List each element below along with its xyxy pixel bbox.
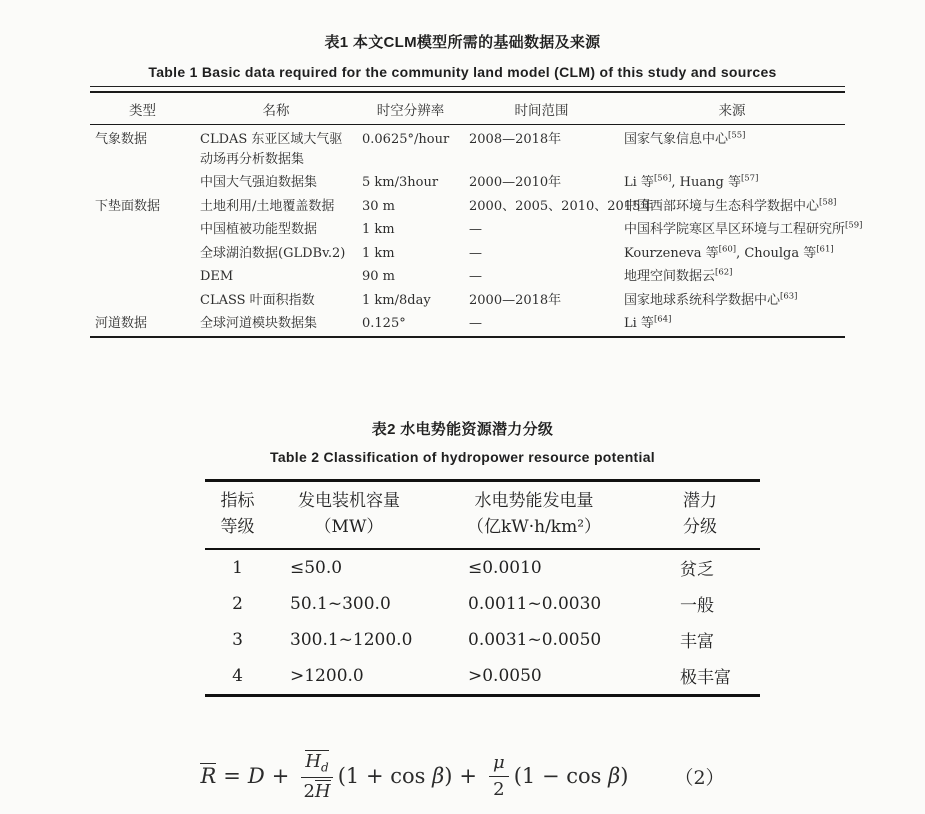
source-cell: 国家地球系统科学数据中心[63] xyxy=(624,291,798,308)
citation-ref: [63] xyxy=(780,291,798,302)
table1-body xyxy=(90,125,863,337)
source-cell: Li 等[56], Huang 等[57] xyxy=(624,173,759,190)
source-cell: 中国西部环境与生态科学数据中心[58] xyxy=(624,197,837,214)
table-row: CLASS 叶面积指数 1 km/8day 2000—2018年 国家地球系统科学数据中心[63] xyxy=(90,289,845,313)
table-row: DEM 90 m — 地理空间数据云[62] xyxy=(90,265,845,289)
source-cell: 地理空间数据云[62] xyxy=(624,267,733,284)
table1-column-header: 来源 xyxy=(619,92,845,125)
citation-ref: [57] xyxy=(740,173,759,184)
equation-number: （2） xyxy=(674,766,725,789)
table1-grid xyxy=(90,91,863,338)
table1-column-header: 时间范围 xyxy=(464,92,619,125)
table-row: 1 ≤50.0 ≤0.0010 贫乏 xyxy=(232,557,714,581)
table1-title-zh: 表1 本文CLM模型所需的基础数据及来源 xyxy=(324,34,601,51)
table2-title-zh: 表2 水电势能资源潜力分级 xyxy=(371,421,554,438)
table-row: 中国大气强迫数据集 5 km/3hour 2000—2010年 Li 等[56], Huang 等[57] xyxy=(90,171,845,195)
equation-2 xyxy=(0,744,925,808)
table2-title-en: Table 2 Classification of hydropower resource potential xyxy=(270,449,655,465)
R-bar-term: R xyxy=(200,764,217,789)
table-row: 河道数据 全球河道模块数据集 0.125° — Li 等[64] xyxy=(90,312,845,337)
citation-ref: [62] xyxy=(715,267,733,278)
source-cell: Li 等[64] xyxy=(624,314,672,331)
table2-column-header: 指标 等级 xyxy=(205,481,270,549)
D-term: D xyxy=(247,764,265,788)
citation-ref: [55] xyxy=(728,130,746,141)
citation-ref: [58] xyxy=(819,197,837,208)
table1 xyxy=(90,86,863,338)
term-1-minus-cos-beta: (1 − cos β) xyxy=(513,764,629,788)
term-1-plus-cos-beta: (1 + cos β) xyxy=(337,764,453,788)
table2-column-header: 发电装机容量 （MW） xyxy=(270,481,428,549)
citation-ref: [61] xyxy=(816,244,834,255)
table1-header-row xyxy=(90,92,845,125)
citation-ref: [59] xyxy=(845,220,863,231)
citation-ref: [60] xyxy=(718,244,737,255)
source-cell: Kourzeneva 等[60], Choulga 等[61] xyxy=(624,244,834,261)
table2 xyxy=(205,479,760,697)
source-cell: 中国科学院寒区旱区环境与工程研究所[59] xyxy=(624,220,863,237)
table1-column-header: 类型 xyxy=(90,92,195,125)
table-row: 下垫面数据 土地利用/土地覆盖数据 30 m 2000、2005、2010、2015年 中国西部环境与生态科学数据中心[58] xyxy=(90,195,845,219)
table-row: 4 >1200.0 >0.0050 极丰富 xyxy=(232,665,731,689)
table1-top-rule xyxy=(90,86,845,87)
table2-column-header: 水电势能发电量 （亿kW·h/km²） xyxy=(428,481,640,549)
table2-column-header: 潜力 分级 xyxy=(640,481,760,549)
table2-body xyxy=(205,549,760,696)
table-row: 全球湖泊数据(GLDBv.2) 1 km — Kourzeneva 等[60], Choulga 等[61] xyxy=(90,242,845,266)
citation-ref: [56] xyxy=(653,173,672,184)
table2-grid xyxy=(205,479,760,697)
table-row: 气象数据 CLDAS 东亚区域大气驱动场再分析数据集 0.0625°/hour 2008—2018年 国家气象信息中心[55] xyxy=(90,125,845,172)
plus-sign: + xyxy=(459,764,478,788)
table2-header-row xyxy=(205,481,760,549)
citation-ref: [64] xyxy=(653,314,672,325)
table-row: 中国植被功能型数据 1 km — 中国科学院寒区旱区环境与工程研究所[59] xyxy=(90,218,845,242)
fraction-Hd-2H: $\frac{H_d}{2H}$ xyxy=(301,750,332,802)
table1-title-en: Table 1 Basic data required for the community land model (CLM) of this study and sources xyxy=(148,64,777,80)
table1-column-header: 时空分辨率 xyxy=(357,92,464,125)
source-cell: 国家气象信息中心[55] xyxy=(624,130,746,147)
fraction-mu-2: $\frac{\mu}{2}$ xyxy=(489,752,509,800)
table-row: 3 300.1~1200.0 0.0031~0.0050 丰富 xyxy=(232,629,714,653)
table-row: 2 50.1~300.0 0.0011~0.0030 一般 xyxy=(232,593,714,617)
equals-sign: = xyxy=(223,764,241,788)
plus-sign: + xyxy=(271,764,290,788)
table1-column-header: 名称 xyxy=(195,92,357,125)
